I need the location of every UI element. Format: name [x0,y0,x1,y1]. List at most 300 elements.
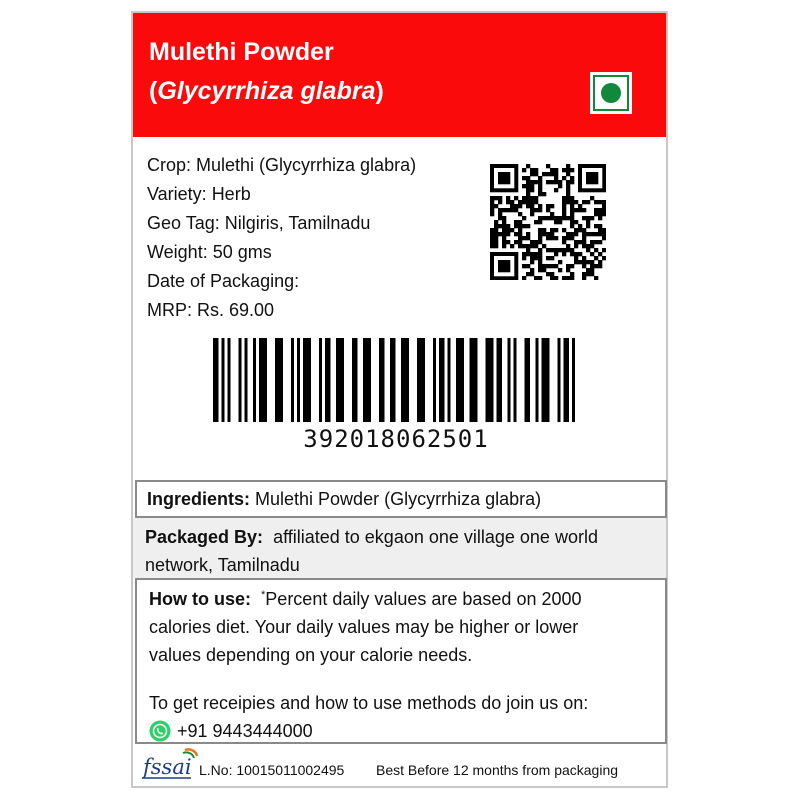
qr-module [558,268,562,272]
qr-module [582,216,586,220]
qr-module [574,240,578,244]
qr-module [530,260,534,264]
barcode-bar [297,338,300,422]
whatsapp-icon [149,720,171,742]
qr-module [506,224,510,228]
qr-module [562,212,566,216]
how-to-use-line3: values depending on your calorie needs. [149,645,473,665]
qr-module [570,252,574,256]
botanical-name: (Glycyrrhiza glabra) [149,77,384,105]
qr-module [518,232,522,236]
qr-module [534,172,538,176]
qr-module [562,248,566,252]
barcode-bar [228,338,231,422]
qr-module [590,260,594,264]
qr-module [570,224,574,228]
qr-module [502,216,506,220]
qr-module [538,220,542,224]
qr-module [526,192,530,196]
qr-module [578,252,582,256]
qr-module [570,276,574,280]
qr-module [562,204,566,208]
qr-module [594,224,598,228]
qr-module [574,208,578,212]
qr-module [530,180,534,184]
mrp-text: MRP: Rs. 69.00 [147,300,275,320]
barcode [213,338,579,422]
qr-module [538,228,542,232]
qr-module [522,216,526,220]
barcode-number: 392018062501 [303,425,489,453]
qr-module [598,208,602,212]
qr-module [598,264,602,268]
qr-module [526,196,530,200]
qr-module [502,240,506,244]
qr-module [526,180,530,184]
qr-module [494,224,498,228]
qr-module [490,236,494,240]
qr-module [526,176,530,180]
qr-module [530,268,534,272]
qr-module [542,216,546,220]
qr-module [586,244,590,248]
qr-module [602,200,606,204]
label-header [133,13,666,137]
qr-module [570,204,574,208]
qr-module [522,236,526,240]
qr-module [550,248,554,252]
phone-number[interactable]: +91 9443444000 [177,721,313,741]
qr-module [594,240,598,244]
qr-module [534,240,538,244]
qr-module [558,180,562,184]
qr-module [530,188,534,192]
qr-module [554,276,558,280]
qr-module [530,204,534,208]
qr-module [566,192,570,196]
qr-module [546,216,550,220]
qr-module [582,240,586,244]
product-label [131,11,668,788]
qr-module [570,264,574,268]
qr-module [546,248,550,252]
qr-module [538,216,542,220]
qr-module [534,256,538,260]
qr-module [490,228,494,232]
barcode-bar [536,338,539,422]
qr-module [550,264,554,268]
svg-text:fssai: fssai [143,755,192,779]
qr-module [494,244,498,248]
qr-module [542,268,546,272]
license-number: L.No: 10015011002495 [199,762,345,778]
qr-module [566,180,570,184]
qr-module [554,228,558,232]
how-to-use-box [135,578,667,744]
barcode-bar [514,338,517,422]
qr-module [538,256,542,260]
qr-module [530,168,534,172]
qr-module [594,200,598,204]
qr-module [566,164,570,168]
qr-module [554,188,558,192]
qr-module [534,208,538,212]
qr-module [566,172,570,176]
qr-module [578,224,582,228]
qr-module [554,168,558,172]
qr-module [538,260,542,264]
qr-module [526,204,530,208]
qr-module [502,232,506,236]
qr-module [582,232,586,236]
qr-module [574,232,578,236]
qr-module [530,184,534,188]
barcode-bar [379,338,385,422]
qr-module [578,208,582,212]
qr-module [566,264,570,268]
barcode-bar [417,338,425,422]
qr-module [586,248,590,252]
qr-module [506,196,510,200]
qr-module [514,208,518,212]
qr-module [510,228,514,232]
qr-module [562,240,566,244]
qr-module [546,256,550,260]
qr-module [550,256,554,260]
qr-module [582,236,586,240]
qr-module [510,204,514,208]
barcode-bar [439,338,445,422]
qr-module [598,240,602,244]
qr-module [598,228,602,232]
qr-module [542,228,546,232]
qr-module [578,228,582,232]
how-to-use-line1: Percent daily values are based on 2000 [265,589,582,609]
barcode-bar [542,338,550,422]
barcode-bar [525,338,531,422]
qr-module [598,216,602,220]
qr-module [522,252,526,256]
packaged-by-box [133,518,666,578]
qr-module [494,204,498,208]
qr-module [518,228,522,232]
qr-module [602,232,606,236]
qr-module [562,252,566,256]
qr-module [522,176,526,180]
qr-module [586,224,590,228]
barcode-bar [239,338,242,422]
qr-module [526,200,530,204]
product-name: Mulethi Powder [149,38,334,66]
qr-module [538,264,542,268]
qr-module [526,236,530,240]
qr-module [526,164,530,168]
qr-module [570,168,574,172]
product-details [147,151,416,325]
qr-module [558,260,562,264]
qr-module [574,244,578,248]
qr-module [546,204,550,208]
qr-module [586,272,590,276]
qr-module [566,216,570,220]
qr-module [522,256,526,260]
qr-module [530,240,534,244]
qr-module [582,208,586,212]
qr-module [590,264,594,268]
qr-module [542,244,546,248]
qr-module [594,264,598,268]
weight-text: Weight: 50 gms [147,242,272,262]
qr-module [514,196,518,200]
qr-module [494,236,498,240]
qr-module [566,184,570,188]
qr-module [526,264,530,268]
qr-module [566,168,570,172]
qr-module [494,240,498,244]
barcode-bar [336,338,344,422]
barcode-bar [497,338,503,422]
qr-module [602,212,606,216]
qr-module [498,232,502,236]
qr-module [594,208,598,212]
qr-module [598,212,602,216]
qr-module [522,264,526,268]
qr-module [594,212,598,216]
qr-module [554,216,558,220]
qr-module [526,184,530,188]
qr-module [490,200,494,204]
qr-module [534,200,538,204]
qr-module [498,260,510,272]
qr-module [534,276,538,280]
qr-module [586,220,590,224]
qr-module [526,244,530,248]
barcode-bar [319,338,322,422]
qr-module [494,196,498,200]
qr-module [546,180,550,184]
qr-module [530,212,534,216]
qr-module [566,248,570,252]
barcode-bar [508,338,511,422]
qr-module [562,200,566,204]
qr-module [558,248,562,252]
qr-module [522,196,526,200]
qr-module [566,268,570,272]
qr-module [594,248,598,252]
qr-module [510,200,514,204]
qr-module [538,208,542,212]
qr-module [518,200,522,204]
qr-module [570,236,574,240]
packaged-by-label: Packaged By: [145,527,264,547]
qr-module [518,220,522,224]
barcode-bar [213,338,219,422]
qr-module [566,236,570,240]
barcode-bar [245,338,248,422]
qr-module [498,200,502,204]
qr-module [530,172,534,176]
qr-module [598,252,602,256]
qr-module [494,220,498,224]
qr-module [566,232,570,236]
qr-module [510,244,514,248]
qr-module [554,248,558,252]
qr-module [602,236,606,240]
qr-module [562,228,566,232]
qr-module [526,252,530,256]
packaging-date-text: Date of Packaging: [147,271,300,291]
qr-module [550,272,554,276]
qr-module [538,176,542,180]
qr-module [566,196,570,200]
qr-module [538,180,542,184]
barcode-bar [433,338,436,422]
qr-module [530,272,534,276]
qr-module [574,200,578,204]
qr-module [574,220,578,224]
fssai-logo [141,747,199,783]
barcode-bar [456,338,464,422]
qr-module [562,176,566,180]
qr-module [502,208,506,212]
qr-module [586,232,590,236]
product-title [149,33,384,111]
qr-module [554,220,558,224]
qr-module [598,260,602,264]
qr-module [534,252,538,256]
geo-tag-text: Geo Tag: Nilgiris, Tamilnadu [147,213,371,233]
join-text: To get receipies and how to use methods do join us on: [149,693,589,713]
qr-module [594,276,598,280]
qr-module [502,236,506,240]
qr-module [522,200,526,204]
qr-module [582,256,586,260]
qr-module [586,268,590,272]
qr-module [490,240,494,244]
qr-module [498,224,502,228]
qr-module [502,220,506,224]
how-to-use-line2: calories diet. Your daily values may be higher or lower [149,617,579,637]
qr-module [494,232,498,236]
qr-module [550,172,554,176]
qr-module [554,172,558,176]
qr-module [582,228,586,232]
qr-module [506,208,510,212]
qr-module [570,216,574,220]
barcode-bar [401,338,409,422]
qr-module [514,240,518,244]
qr-module [554,236,558,240]
qr-module [522,224,526,228]
qr-module [578,240,582,244]
barcode-bar [486,338,494,422]
whatsapp-contact[interactable] [149,717,653,745]
qr-module [602,248,606,252]
packaged-by-line2: network, Tamilnadu [145,555,300,575]
qr-module [530,252,534,256]
qr-module [570,272,574,276]
barcode-bar [291,338,294,422]
qr-module [570,248,574,252]
asterisk: * [261,589,266,601]
qr-module [490,244,494,248]
barcode-bar [390,338,396,422]
qr-module [526,224,530,228]
qr-module [590,232,594,236]
qr-module [554,252,558,256]
qr-module [534,180,538,184]
qr-module [490,196,494,200]
qr-module [518,224,522,228]
qr-module [566,244,570,248]
qr-module [566,200,570,204]
qr-module [514,204,518,208]
packaged-by-line1: affiliated to ekgaon one village one world [263,527,598,547]
qr-module [498,208,502,212]
qr-module [514,232,518,236]
qr-module [590,196,594,200]
barcode-bar [325,338,331,422]
qr-module [570,220,574,224]
qr-module [518,204,522,208]
qr-module [554,180,558,184]
qr-module [490,204,494,208]
qr-module [570,232,574,236]
qr-module [506,232,510,236]
qr-module [550,236,554,240]
qr-module [530,244,534,248]
qr-module [514,224,518,228]
qr-module [574,256,578,260]
qr-module [498,212,502,216]
qr-module [506,240,510,244]
qr-module [510,208,514,212]
qr-module [602,256,606,260]
qr-module [590,268,594,272]
qr-module [498,172,510,184]
barcode-bar [572,338,575,422]
qr-module [586,200,590,204]
barcode-bar [253,338,256,422]
qr-module [574,260,578,264]
barcode-bar [275,338,283,422]
qr-module [554,176,558,180]
barcode-bar [363,338,371,422]
label-footer [133,744,666,786]
veg-symbol-icon [590,72,632,114]
qr-module [538,268,542,272]
qr-module [490,208,494,212]
qr-module [598,224,602,228]
qr-module [574,252,578,256]
qr-module [534,244,538,248]
qr-module [570,200,574,204]
qr-module [546,236,550,240]
qr-module [538,252,542,256]
crop-text: Crop: Mulethi (Glycyrrhiza glabra) [147,155,417,175]
qr-module [542,232,546,236]
qr-module [534,168,538,172]
qr-module [582,264,586,268]
qr-module [530,196,534,200]
qr-module [502,228,506,232]
qr-module [538,248,542,252]
qr-module [530,200,534,204]
qr-module [590,272,594,276]
qr-module [538,240,542,244]
qr-module [546,264,550,268]
qr-module [562,276,566,280]
